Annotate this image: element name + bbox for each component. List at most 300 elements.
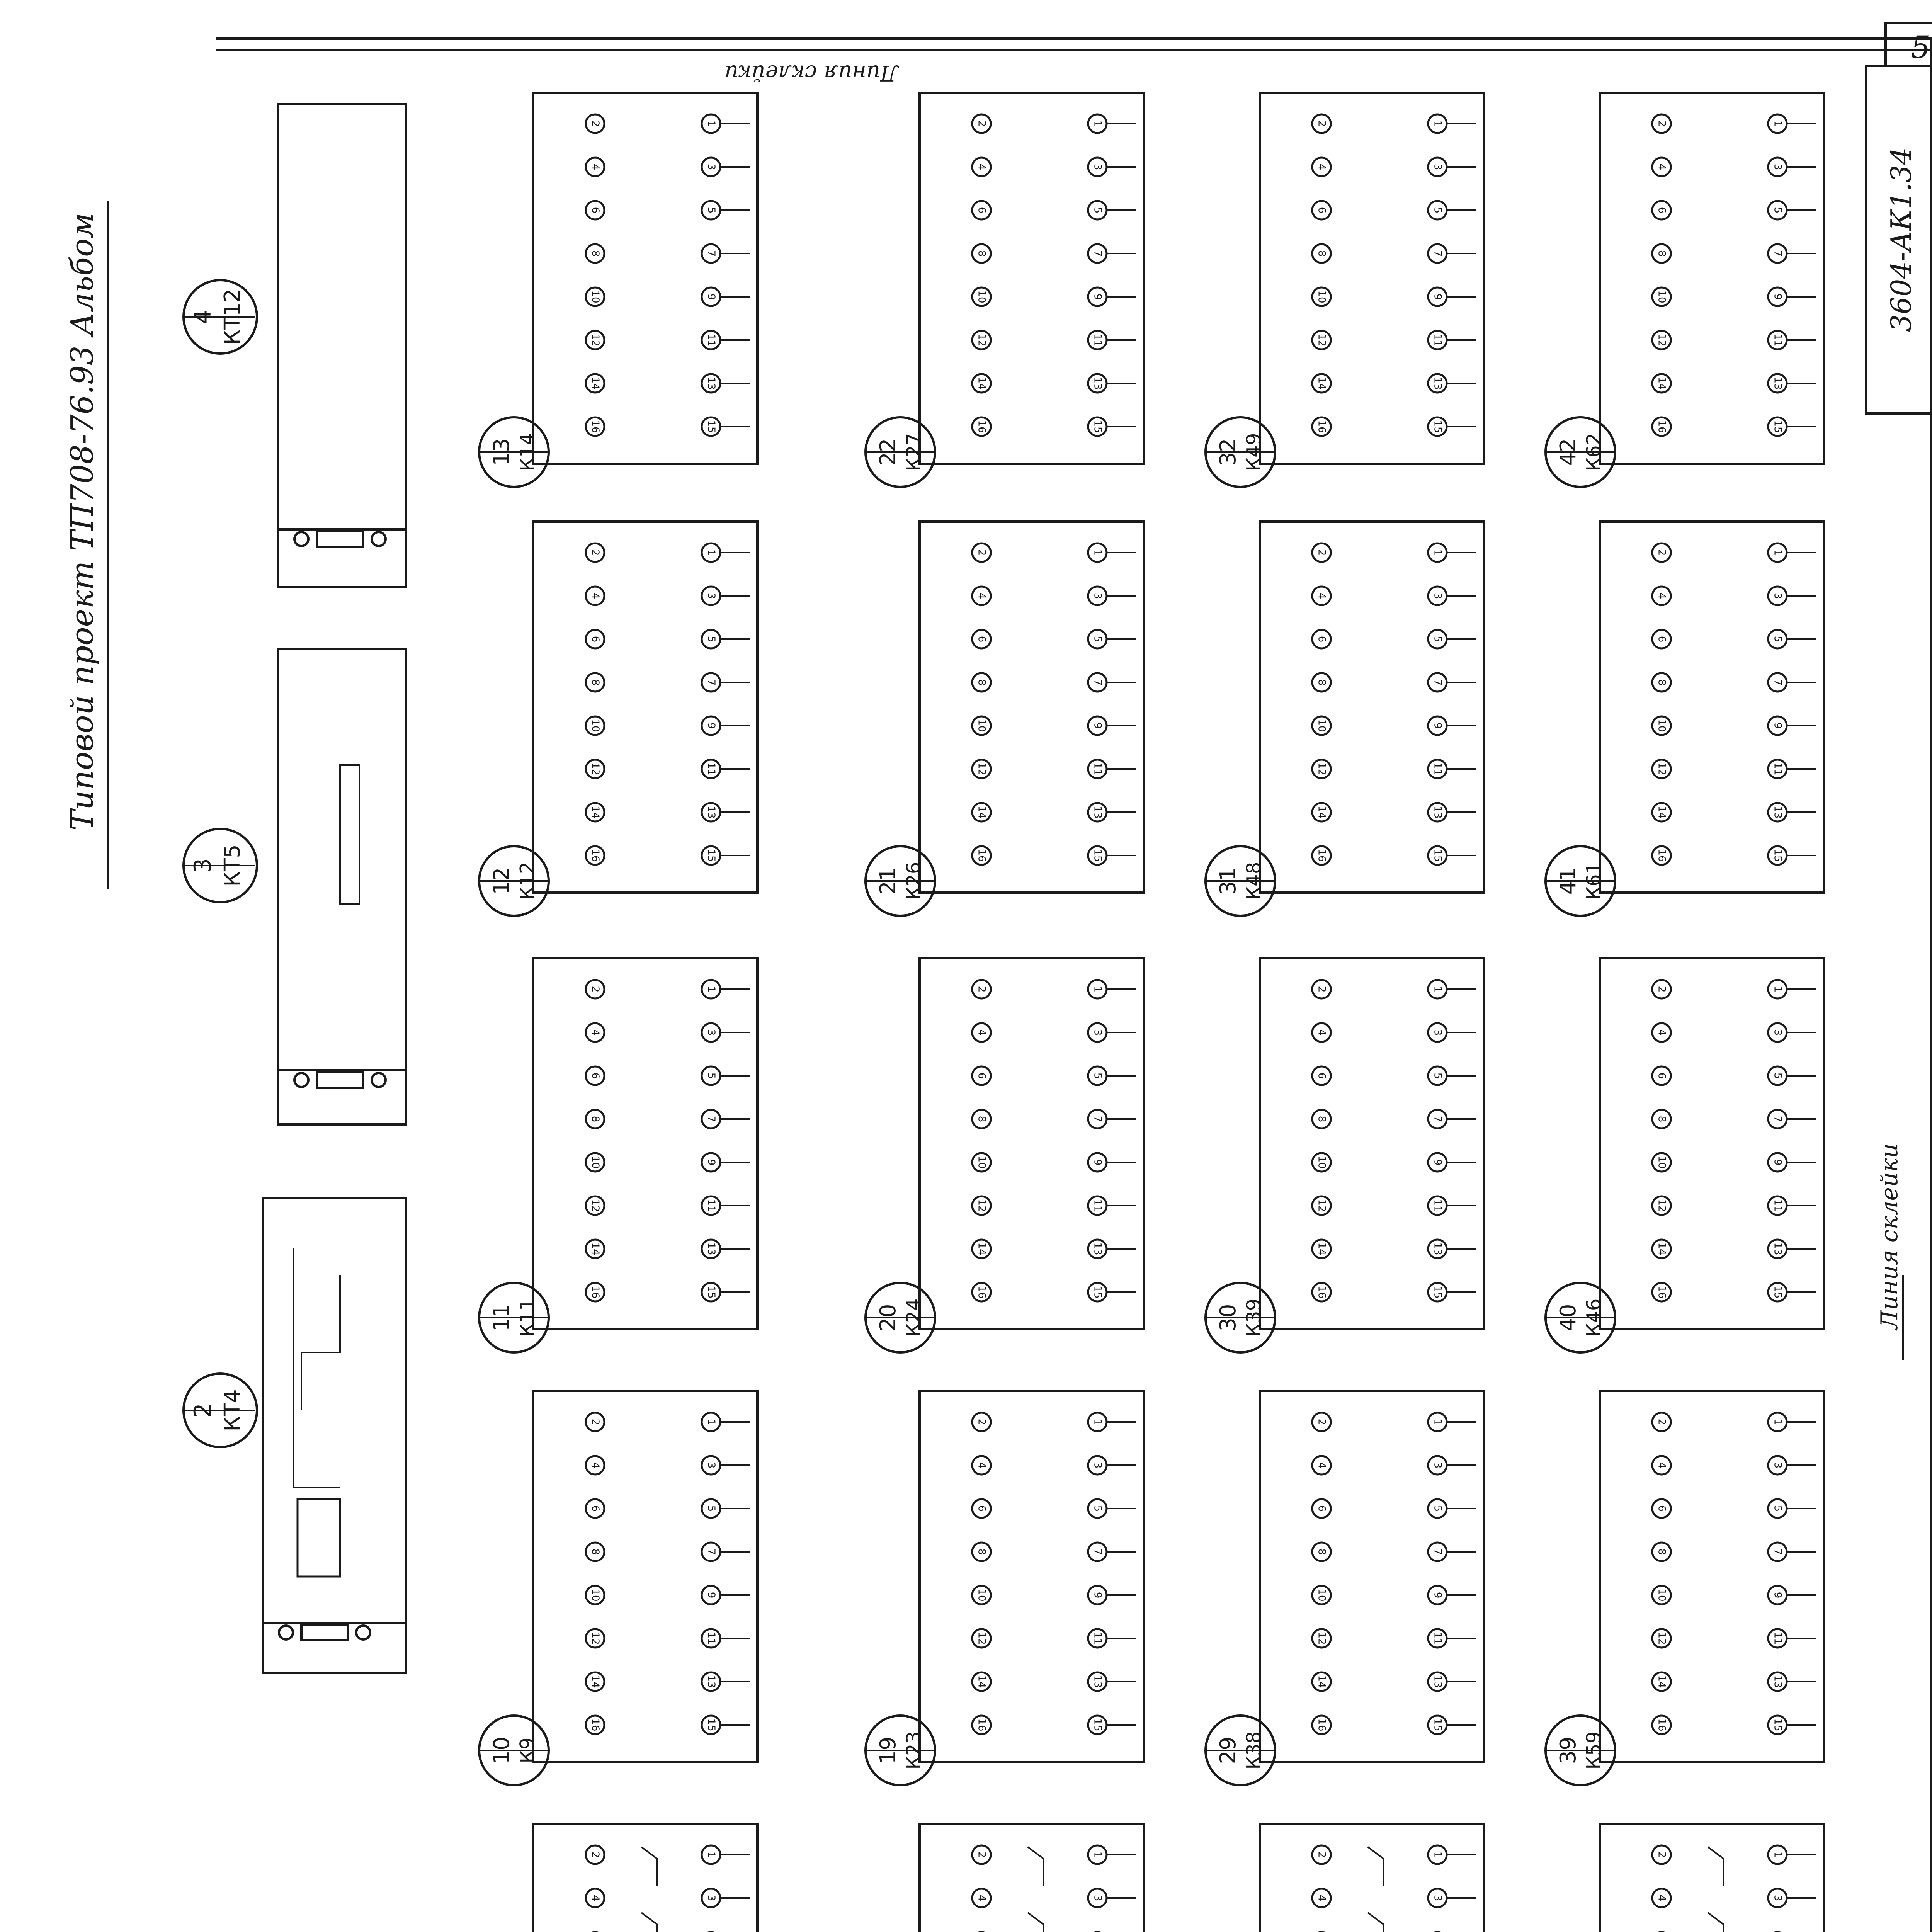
terminal-number: 1 bbox=[1772, 986, 1784, 993]
terminal-number: 13 bbox=[1432, 806, 1444, 819]
terminal-number: 16 bbox=[1656, 1286, 1668, 1299]
terminal-number: 12 bbox=[589, 1199, 601, 1212]
terminal-number: 11 bbox=[1092, 762, 1104, 776]
terminal-number: 4 bbox=[976, 1029, 988, 1036]
terminal-number: 1 bbox=[705, 986, 717, 993]
terminal-number: 4 bbox=[1316, 163, 1328, 170]
relay-block bbox=[1546, 93, 1824, 487]
terminal-number: 3 bbox=[1772, 1029, 1784, 1036]
terminal-number: 13 bbox=[1772, 1242, 1784, 1255]
device-kt5-tag: КТ5 bbox=[220, 844, 245, 887]
terminal-number: 13 bbox=[1432, 1675, 1444, 1688]
terminal-number: 5 bbox=[1092, 1072, 1104, 1079]
device-num: 21 bbox=[876, 867, 901, 895]
relay-body bbox=[533, 958, 757, 1329]
terminal-number: 16 bbox=[976, 1718, 988, 1731]
device-num: 29 bbox=[1216, 1736, 1241, 1764]
terminal-number: 4 bbox=[1316, 1895, 1328, 1901]
terminal-number: 4 bbox=[1656, 163, 1668, 170]
terminal-number: 6 bbox=[589, 636, 601, 643]
terminal-number: 1 bbox=[1772, 1851, 1784, 1858]
terminal-number: 6 bbox=[1316, 207, 1328, 214]
terminal-number: 6 bbox=[976, 207, 988, 214]
terminal-number: 10 bbox=[1316, 1588, 1328, 1602]
relay-block bbox=[479, 958, 757, 1352]
terminal-number: 2 bbox=[976, 986, 988, 993]
terminal-number: 1 bbox=[1092, 1851, 1104, 1858]
device-tag: К14 bbox=[516, 433, 539, 471]
terminal-number: 8 bbox=[976, 1548, 988, 1555]
relay-contact bbox=[1708, 1913, 1723, 1932]
relay-block bbox=[1206, 1824, 1484, 1932]
terminal-number: 14 bbox=[589, 377, 601, 390]
terminal-number: 1 bbox=[705, 1851, 717, 1858]
terminal-number: 13 bbox=[1772, 806, 1784, 819]
terminal-number: 8 bbox=[1316, 1548, 1328, 1555]
terminal-number: 7 bbox=[705, 1116, 717, 1122]
device-num: 20 bbox=[876, 1304, 901, 1332]
terminal-number: 2 bbox=[589, 986, 601, 993]
terminal-number: 2 bbox=[589, 1851, 601, 1858]
relay-block bbox=[1206, 958, 1484, 1352]
terminal-number: 12 bbox=[1656, 762, 1668, 776]
relay-body bbox=[533, 93, 757, 464]
terminal-number: 3 bbox=[1432, 1462, 1444, 1469]
device-num: 32 bbox=[1216, 438, 1241, 466]
device-num: 22 bbox=[876, 438, 901, 466]
terminal-number: 6 bbox=[1656, 1072, 1668, 1079]
terminal-number: 15 bbox=[1432, 420, 1444, 433]
device-num: 39 bbox=[1556, 1736, 1581, 1764]
device-tag: К12 bbox=[516, 862, 539, 900]
terminal-number: 2 bbox=[1316, 1418, 1328, 1425]
terminal-number: 6 bbox=[589, 1505, 601, 1512]
terminal-number: 8 bbox=[1316, 679, 1328, 686]
terminal-number: 3 bbox=[1092, 592, 1104, 599]
terminal-number: 1 bbox=[1772, 1418, 1784, 1425]
terminal-number: 9 bbox=[705, 1592, 717, 1599]
terminal-number: 1 bbox=[1432, 120, 1444, 127]
terminal-number: 3 bbox=[1092, 163, 1104, 170]
terminal-number: 5 bbox=[1092, 207, 1104, 214]
device-num: 31 bbox=[1216, 867, 1241, 895]
terminal-number: 8 bbox=[1656, 679, 1668, 686]
terminal-number: 8 bbox=[1656, 1116, 1668, 1122]
device-kt4-num: 2 bbox=[189, 1403, 216, 1418]
terminal-number: 3 bbox=[1432, 1895, 1444, 1901]
terminal-number: 15 bbox=[1432, 1286, 1444, 1299]
terminal-number: 15 bbox=[705, 849, 717, 862]
terminal-number: 4 bbox=[976, 1462, 988, 1469]
terminal-number: 11 bbox=[705, 333, 717, 347]
terminal-number: 4 bbox=[589, 1895, 601, 1901]
relay-body bbox=[533, 522, 757, 893]
relay-block bbox=[866, 958, 1144, 1352]
terminal-number: 5 bbox=[1432, 1505, 1444, 1512]
terminal-number: 15 bbox=[705, 420, 717, 433]
timer-kt12 bbox=[278, 104, 406, 587]
terminal-number: 5 bbox=[705, 1072, 717, 1079]
terminal-number: 5 bbox=[705, 207, 717, 214]
relay-contact bbox=[1708, 1847, 1723, 1886]
terminal-number: 5 bbox=[705, 1505, 717, 1512]
relay-body bbox=[1600, 522, 1824, 893]
terminal-number: 1 bbox=[1772, 549, 1784, 556]
terminal-number: 8 bbox=[976, 250, 988, 257]
terminal-number: 16 bbox=[589, 849, 601, 862]
terminal-number: 16 bbox=[589, 420, 601, 433]
terminal-number: 16 bbox=[976, 849, 988, 862]
terminal-number: 2 bbox=[976, 1851, 988, 1858]
terminal-number: 2 bbox=[589, 120, 601, 127]
terminal-number: 7 bbox=[705, 250, 717, 257]
device-tag: К27 bbox=[902, 433, 925, 471]
terminal-number: 4 bbox=[589, 1029, 601, 1036]
device-kt12-num: 4 bbox=[189, 309, 216, 325]
terminal-number: 2 bbox=[1656, 986, 1668, 993]
device-tag: К26 bbox=[902, 862, 925, 900]
terminal-number: 4 bbox=[1316, 1462, 1328, 1469]
terminal-number: 4 bbox=[589, 592, 601, 599]
terminal-number: 13 bbox=[1092, 806, 1104, 819]
terminal-number: 9 bbox=[1772, 1592, 1784, 1599]
terminal-number: 9 bbox=[1772, 722, 1784, 729]
terminal-number: 7 bbox=[1092, 250, 1104, 257]
terminal-number: 13 bbox=[1772, 377, 1784, 390]
terminal-number: 7 bbox=[1772, 1116, 1784, 1122]
terminal-number: 16 bbox=[1316, 849, 1328, 862]
terminal-number: 12 bbox=[976, 1199, 988, 1212]
device-tag: К61 bbox=[1582, 862, 1605, 900]
terminal-number: 4 bbox=[1656, 1895, 1668, 1901]
relay-block bbox=[1206, 522, 1484, 916]
relay-block bbox=[1206, 1391, 1484, 1785]
terminal-number: 10 bbox=[589, 1156, 601, 1169]
terminal-number: 15 bbox=[1432, 849, 1444, 862]
relay-body bbox=[1260, 93, 1484, 464]
terminal-number: 14 bbox=[1316, 806, 1328, 819]
terminal-number: 11 bbox=[1772, 762, 1784, 776]
terminal-number: 3 bbox=[1092, 1895, 1104, 1901]
terminal-number: 12 bbox=[1316, 1199, 1328, 1212]
terminal-number: 9 bbox=[705, 1159, 717, 1166]
terminal-number: 9 bbox=[1092, 293, 1104, 300]
terminal-number: 15 bbox=[705, 1718, 717, 1731]
terminal-number: 11 bbox=[1432, 1199, 1444, 1212]
terminal-number: 1 bbox=[705, 120, 717, 127]
terminal-number: 16 bbox=[1316, 420, 1328, 433]
relay-contact bbox=[1028, 1913, 1043, 1932]
terminal-number: 14 bbox=[1656, 1242, 1668, 1255]
terminal-number: 13 bbox=[705, 1242, 717, 1255]
terminal-number: 16 bbox=[976, 1286, 988, 1299]
terminal-number: 8 bbox=[1656, 1548, 1668, 1555]
terminal-number: 1 bbox=[1432, 1851, 1444, 1858]
device-kt5-num: 3 bbox=[189, 858, 216, 873]
device-num: 11 bbox=[489, 1304, 515, 1332]
terminal-number: 11 bbox=[1092, 333, 1104, 347]
terminal-number: 12 bbox=[1656, 333, 1668, 347]
terminal-number: 13 bbox=[1772, 1675, 1784, 1688]
terminal-number: 14 bbox=[1656, 806, 1668, 819]
terminal-number: 15 bbox=[705, 1286, 717, 1299]
terminal-number: 3 bbox=[1772, 592, 1784, 599]
terminal-number: 2 bbox=[1316, 549, 1328, 556]
terminal-number: 12 bbox=[589, 1632, 601, 1645]
terminal-number: 5 bbox=[1092, 636, 1104, 643]
terminal-number: 2 bbox=[976, 120, 988, 127]
terminal-number: 2 bbox=[976, 549, 988, 556]
terminal-number: 16 bbox=[1656, 849, 1668, 862]
terminal-number: 1 bbox=[1092, 986, 1104, 993]
terminal-number: 4 bbox=[976, 1895, 988, 1901]
relay-body bbox=[920, 958, 1144, 1329]
terminal-number: 6 bbox=[589, 1072, 601, 1079]
terminal-number: 16 bbox=[1316, 1718, 1328, 1731]
device-num: 19 bbox=[876, 1736, 901, 1764]
terminal-number: 10 bbox=[1656, 1156, 1668, 1169]
terminal-number: 5 bbox=[1772, 207, 1784, 214]
terminal-number: 10 bbox=[1656, 719, 1668, 732]
terminal-number: 4 bbox=[1656, 1029, 1668, 1036]
relay-block bbox=[1546, 522, 1824, 916]
terminal-number: 9 bbox=[1772, 1159, 1784, 1166]
terminal-number: 3 bbox=[1432, 163, 1444, 170]
relay-block bbox=[479, 93, 757, 487]
terminal-number: 12 bbox=[1656, 1199, 1668, 1212]
terminal-number: 12 bbox=[1316, 762, 1328, 776]
terminal-number: 8 bbox=[1316, 1116, 1328, 1122]
relay-body bbox=[1260, 522, 1484, 893]
relay-block bbox=[866, 1824, 1144, 1932]
terminal-number: 11 bbox=[705, 762, 717, 776]
terminal-number: 12 bbox=[589, 762, 601, 776]
relay-body bbox=[920, 522, 1144, 893]
device-tag: К48 bbox=[1242, 862, 1265, 900]
project-title: Типовой проект ТП708-76.93 Альбом bbox=[64, 213, 100, 831]
device-num: 12 bbox=[489, 867, 515, 895]
glue-line-top: Линия склейки bbox=[724, 60, 898, 85]
terminal-number: 7 bbox=[1432, 1548, 1444, 1555]
terminal-number: 8 bbox=[589, 679, 601, 686]
terminal-number: 11 bbox=[1772, 1199, 1784, 1212]
terminal-number: 6 bbox=[976, 1072, 988, 1079]
terminal-number: 12 bbox=[976, 762, 988, 776]
terminal-number: 3 bbox=[705, 1895, 717, 1901]
device-kt12-tag: КТ12 bbox=[220, 289, 245, 345]
device-tag: К62 bbox=[1582, 433, 1605, 471]
terminal-number: 16 bbox=[589, 1718, 601, 1731]
terminal-number: 2 bbox=[1316, 1851, 1328, 1858]
device-num: 13 bbox=[489, 438, 515, 466]
device-tag: К49 bbox=[1242, 433, 1265, 471]
terminal-number: 10 bbox=[1316, 290, 1328, 303]
terminal-number: 4 bbox=[1316, 592, 1328, 599]
terminal-number: 4 bbox=[1656, 592, 1668, 599]
terminal-number: 15 bbox=[1092, 420, 1104, 433]
terminal-number: 14 bbox=[976, 1675, 988, 1688]
terminal-number: 2 bbox=[1656, 1851, 1668, 1858]
terminal-number: 12 bbox=[1316, 333, 1328, 347]
terminal-number: 15 bbox=[1092, 849, 1104, 862]
terminal-number: 5 bbox=[1432, 1072, 1444, 1079]
terminal-number: 14 bbox=[1316, 377, 1328, 390]
terminal-number: 7 bbox=[705, 1548, 717, 1555]
terminal-number: 9 bbox=[1432, 722, 1444, 729]
terminal-number: 5 bbox=[1432, 636, 1444, 643]
terminal-number: 6 bbox=[1656, 207, 1668, 214]
terminal-number: 7 bbox=[1092, 679, 1104, 686]
terminal-number: 3 bbox=[1432, 1029, 1444, 1036]
terminal-number: 8 bbox=[589, 1116, 601, 1122]
device-tag: К24 bbox=[902, 1298, 925, 1337]
terminal-number: 10 bbox=[976, 719, 988, 732]
terminal-number: 7 bbox=[1772, 1548, 1784, 1555]
terminal-number: 4 bbox=[589, 163, 601, 170]
terminal-number: 5 bbox=[1092, 1505, 1104, 1512]
terminal-number: 3 bbox=[1092, 1029, 1104, 1036]
terminal-number: 8 bbox=[976, 679, 988, 686]
relay-body bbox=[920, 93, 1144, 464]
terminal-number: 3 bbox=[1772, 1895, 1784, 1901]
timer-kt5 bbox=[278, 649, 406, 1124]
terminal-number: 5 bbox=[1772, 1072, 1784, 1079]
terminal-number: 5 bbox=[705, 636, 717, 643]
relay-block bbox=[1546, 1391, 1824, 1785]
terminal-number: 12 bbox=[589, 333, 601, 347]
terminal-number: 11 bbox=[705, 1632, 717, 1645]
terminal-number: 8 bbox=[589, 250, 601, 257]
terminal-number: 13 bbox=[705, 806, 717, 819]
terminal-number: 10 bbox=[1656, 290, 1668, 303]
terminal-number: 2 bbox=[1656, 120, 1668, 127]
terminal-number: 15 bbox=[1092, 1286, 1104, 1299]
terminal-number: 11 bbox=[1772, 333, 1784, 347]
terminal-number: 16 bbox=[1656, 1718, 1668, 1731]
terminal-number: 4 bbox=[976, 163, 988, 170]
relay-block bbox=[866, 1391, 1144, 1785]
terminal-number: 14 bbox=[1316, 1242, 1328, 1255]
terminal-number: 11 bbox=[1432, 762, 1444, 776]
device-tag: К38 bbox=[1242, 1731, 1265, 1770]
relay-body bbox=[1260, 1391, 1484, 1762]
terminal-number: 7 bbox=[1432, 250, 1444, 257]
device-tag: К11 bbox=[516, 1298, 539, 1337]
terminal-number: 10 bbox=[589, 290, 601, 303]
terminal-number: 1 bbox=[1432, 1418, 1444, 1425]
terminal-number: 9 bbox=[1772, 293, 1784, 300]
terminal-number: 11 bbox=[1432, 333, 1444, 347]
terminal-number: 14 bbox=[976, 806, 988, 819]
terminal-number: 2 bbox=[589, 549, 601, 556]
terminal-number: 2 bbox=[1316, 120, 1328, 127]
terminal-number: 7 bbox=[705, 679, 717, 686]
terminal-number: 11 bbox=[705, 1199, 717, 1212]
terminal-number: 2 bbox=[1316, 986, 1328, 993]
terminal-number: 15 bbox=[1432, 1718, 1444, 1731]
terminal-number: 8 bbox=[1656, 250, 1668, 257]
terminal-number: 7 bbox=[1432, 679, 1444, 686]
device-num: 41 bbox=[1556, 867, 1581, 895]
terminal-number: 4 bbox=[1316, 1029, 1328, 1036]
relay-contact bbox=[641, 1913, 657, 1932]
terminal-number: 1 bbox=[1092, 549, 1104, 556]
relay-block bbox=[479, 1391, 757, 1785]
terminal-number: 9 bbox=[1092, 1592, 1104, 1599]
terminal-number: 9 bbox=[1092, 722, 1104, 729]
relay-grid bbox=[479, 93, 1824, 1932]
terminal-number: 3 bbox=[1772, 1462, 1784, 1469]
vertical-doc-code: 3604-АК1.34 bbox=[1885, 147, 1917, 332]
relay-block bbox=[1546, 958, 1824, 1352]
terminal-number: 6 bbox=[1316, 1072, 1328, 1079]
relay-block bbox=[479, 1824, 757, 1932]
terminal-number: 2 bbox=[589, 1418, 601, 1425]
terminal-number: 10 bbox=[589, 719, 601, 732]
terminal-number: 1 bbox=[1772, 120, 1784, 127]
terminal-number: 16 bbox=[589, 1286, 601, 1299]
terminal-number: 9 bbox=[1432, 1592, 1444, 1599]
timer-kt4 bbox=[263, 1198, 406, 1673]
terminal-number: 12 bbox=[976, 333, 988, 347]
terminal-number: 5 bbox=[1772, 636, 1784, 643]
terminal-number: 1 bbox=[1092, 1418, 1104, 1425]
device-tag: К39 bbox=[1242, 1298, 1265, 1337]
relay-block bbox=[866, 93, 1144, 487]
device-tag: К46 bbox=[1582, 1298, 1605, 1337]
terminal-number: 3 bbox=[705, 1462, 717, 1469]
terminal-number: 1 bbox=[1432, 549, 1444, 556]
terminal-number: 2 bbox=[1656, 549, 1668, 556]
terminal-number: 1 bbox=[1432, 986, 1444, 993]
terminal-number: 3 bbox=[705, 1029, 717, 1036]
terminal-number: 16 bbox=[976, 420, 988, 433]
device-num: 40 bbox=[1556, 1304, 1581, 1332]
terminal-number: 3 bbox=[1432, 592, 1444, 599]
terminal-number: 13 bbox=[1432, 1242, 1444, 1255]
terminal-number: 3 bbox=[705, 163, 717, 170]
terminal-number: 15 bbox=[1772, 1286, 1784, 1299]
page-number: 5 bbox=[1911, 29, 1930, 65]
terminal-number: 10 bbox=[976, 1588, 988, 1602]
relay-block bbox=[866, 522, 1144, 916]
terminal-number: 7 bbox=[1772, 250, 1784, 257]
terminal-number: 8 bbox=[589, 1548, 601, 1555]
relay-contact bbox=[1368, 1847, 1383, 1886]
glue-line-right: Линия склейки bbox=[1876, 1143, 1903, 1330]
relay-block bbox=[479, 522, 757, 916]
terminal-number: 13 bbox=[1092, 377, 1104, 390]
terminal-number: 7 bbox=[1772, 679, 1784, 686]
relay-contact bbox=[1028, 1847, 1043, 1886]
relay-contact bbox=[641, 1847, 657, 1886]
terminal-number: 14 bbox=[976, 1242, 988, 1255]
terminal-number: 4 bbox=[1656, 1462, 1668, 1469]
terminal-number: 9 bbox=[1092, 1159, 1104, 1166]
terminal-number: 5 bbox=[1772, 1505, 1784, 1512]
terminal-number: 7 bbox=[1432, 1116, 1444, 1122]
terminal-number: 15 bbox=[1092, 1718, 1104, 1731]
terminal-number: 10 bbox=[1316, 1156, 1328, 1169]
terminal-number: 12 bbox=[1656, 1632, 1668, 1645]
device-kt4-tag: КТ4 bbox=[220, 1389, 245, 1432]
terminal-number: 3 bbox=[1092, 1462, 1104, 1469]
terminal-number: 14 bbox=[589, 1242, 601, 1255]
relay-body bbox=[1600, 958, 1824, 1329]
terminal-number: 14 bbox=[589, 1675, 601, 1688]
terminal-number: 6 bbox=[976, 1505, 988, 1512]
terminal-number: 6 bbox=[976, 636, 988, 643]
